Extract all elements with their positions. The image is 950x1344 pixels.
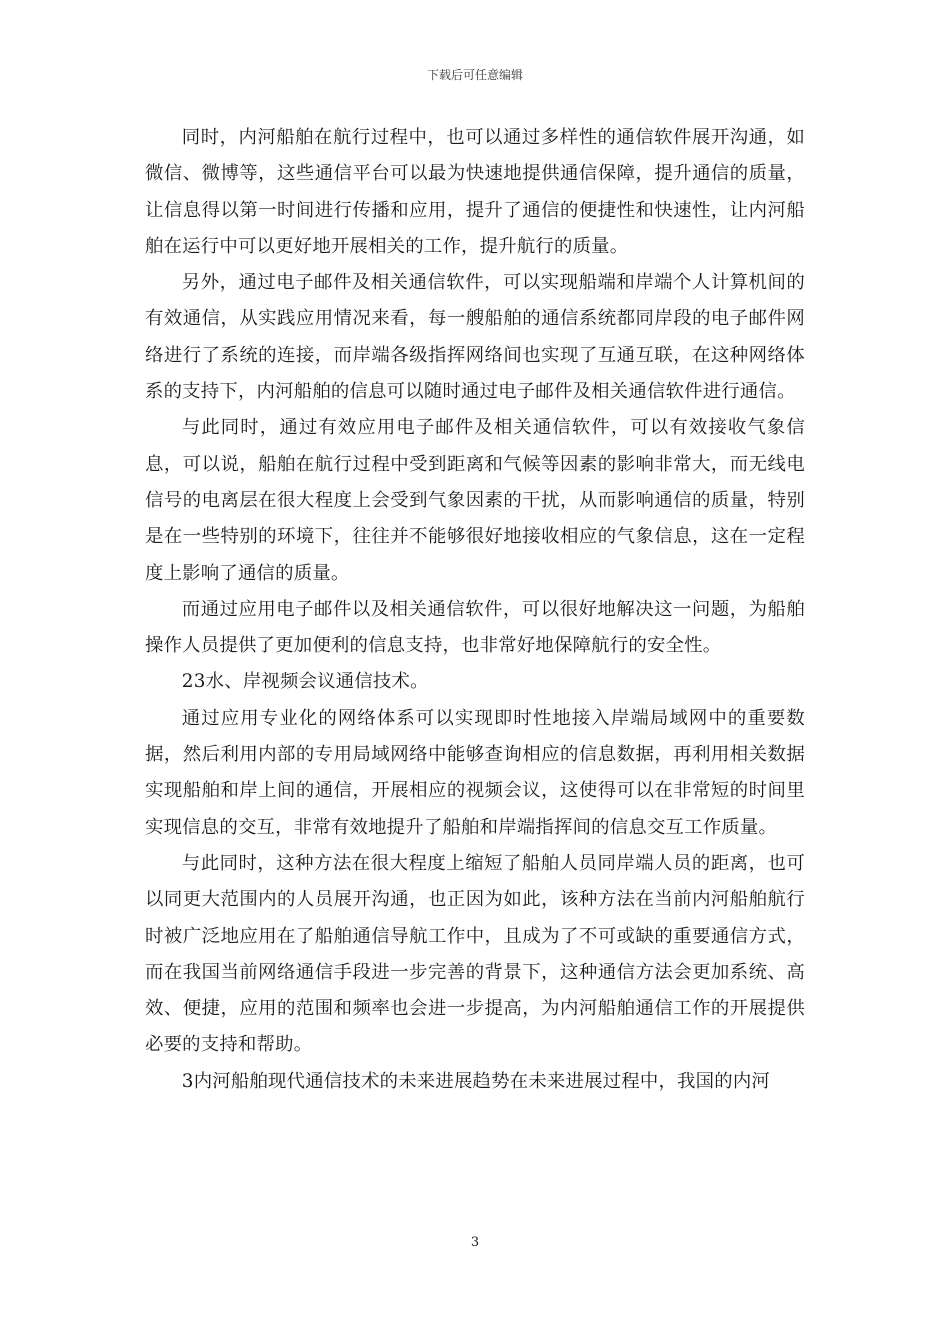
paragraph: 另外，通过电子邮件及相关通信软件，可以实现船端和岸端个人计算机间的有效通信，从实践应用情况来看，每一艘船舶的通信系统都同岸段的电子邮件网络进行了系统的连接，而岸端各级指挥网络间也实现了互通互联，在这种网络体系的支持下，内河船舶的信息可以随时通过电子邮件及相关通信软件进行通信。 [145,272,805,403]
paragraph: 同时，内河船舶在航行过程中，也可以通过多样性的通信软件展开沟通，如微信、微博等，这些通信平台可以最为快速地提供通信保障，提升通信的质量，让信息得以第一时间进行传播和应用，提升了通信的便捷性和快速性，让内河船舶在运行中可以更好地开展相关的工作，提升航行的质量。 [145,127,805,257]
paragraph: 通过应用专业化的网络体系可以实现即时性地接入岸端局域网中的重要数据，然后利用内部的专用局域网络中能够查询相应的信息数据，再利用相关数据实现船舶和岸上间的通信，开展相应的视频会议，这使得可以在非常短的时间里实现信息的交互，非常有效地提升了船舶和岸端指挥间的信息交互工作质量。 [145,707,805,838]
document-body [145,120,805,1100]
paragraph: 与此同时，这种方法在很大程度上缩短了船舶人员同岸端人员的距离，也可以同更大范围内的人员展开沟通，也正因为如此，该种方法在当前内河船舶航行时被广泛地应用在了船舶通信导航工作中，且成为了不可或缺的重要通信方式，而在我国当前网络通信手段进一步完善的背景下，这种通信方法会更加系统、高效、便捷，应用的范围和频率也会进一步提高，为内河船舶通信工作的开展提供必要的支持和帮助。 [145,852,805,1056]
paragraph: 而通过应用电子邮件以及相关通信软件，可以很好地解决这一问题，为船舶操作人员提供了更加便利的信息支持，也非常好地保障航行的安全性。 [145,598,805,657]
page-header: 下载后可任意编辑 [426,68,523,82]
paragraph: 与此同时，通过有效应用电子邮件及相关通信软件，可以有效接收气象信息，可以说，船舶在航行过程中受到距离和气候等因素的影响非常大，而无线电信号的电离层在很大程度上会受到气象因素的干扰，从而影响通信的质量，特别是在一些特别的环境下，往往并不能够很好地接收相应的气象信息，这在一定程度上影响了通信的质量。 [145,417,805,584]
page-number: 3 [470,1235,480,1250]
section-heading: 23水、岸视频会议通信技术。 [181,671,429,693]
paragraph: 3内河船舶现代通信技术的未来进展趋势在未来进展过程中，我国的内河 [181,1070,771,1092]
